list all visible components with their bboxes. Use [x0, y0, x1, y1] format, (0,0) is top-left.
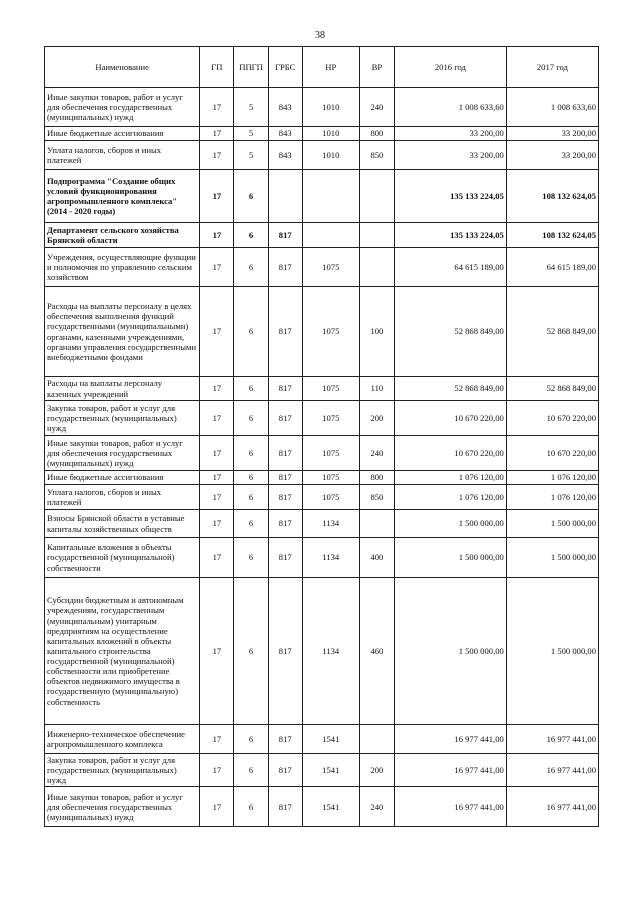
- header-name: Наименование: [45, 47, 200, 88]
- name: Закупка товаров, работ и услуг для государственных (муниципальных) нужд: [45, 754, 200, 787]
- cell-nr: 1134: [302, 578, 359, 725]
- name: Уплата налогов, сборов и иных платежей: [45, 141, 200, 170]
- table-row: [45, 436, 599, 471]
- cell-2017: 33 200,00: [506, 127, 598, 141]
- cell-grbs: 817: [268, 401, 302, 436]
- cell-2016: 16 977 441,00: [394, 725, 506, 754]
- cell-gp: 17: [200, 170, 234, 223]
- table-row: [45, 141, 599, 170]
- cell-2017: 1 076 120,00: [506, 485, 598, 510]
- table-row: [45, 248, 599, 287]
- cell-ppgp: 6: [234, 377, 268, 401]
- cell-gp: 17: [200, 436, 234, 471]
- cell-ppgp: 6: [234, 248, 268, 287]
- cell-2017: 1 076 120,00: [506, 471, 598, 485]
- table-row: [45, 578, 599, 725]
- cell-ppgp: 6: [234, 787, 268, 827]
- cell-gp: 17: [200, 141, 234, 170]
- cell-gp: 17: [200, 538, 234, 578]
- cell-nr: 1075: [302, 485, 359, 510]
- cell-nr: [302, 170, 359, 223]
- cell-vr: 850: [359, 141, 394, 170]
- cell-2016: 1 008 633,60: [394, 88, 506, 127]
- name: Капитальные вложения в объекты государственной (муниципальной) собственности: [45, 538, 200, 578]
- cell-grbs: 817: [268, 248, 302, 287]
- cell-2017: 33 200,00: [506, 141, 598, 170]
- cell-2016: 52 868 849,00: [394, 377, 506, 401]
- cell-gp: 17: [200, 287, 234, 377]
- cell-2016: 33 200,00: [394, 127, 506, 141]
- cell-2016: 33 200,00: [394, 141, 506, 170]
- cell-gp: 17: [200, 127, 234, 141]
- cell-nr: 1075: [302, 436, 359, 471]
- cell-vr: 110: [359, 377, 394, 401]
- cell-2016: 52 868 849,00: [394, 287, 506, 377]
- table-row: [45, 510, 599, 538]
- table-row: [45, 401, 599, 436]
- table-row: [45, 485, 599, 510]
- header-nr: НР: [302, 47, 359, 88]
- cell-nr: 1541: [302, 725, 359, 754]
- cell-grbs: 843: [268, 127, 302, 141]
- cell-2017: 16 977 441,00: [506, 754, 598, 787]
- cell-grbs: 817: [268, 287, 302, 377]
- cell-ppgp: 6: [234, 754, 268, 787]
- cell-grbs: 817: [268, 510, 302, 538]
- header-vr: ВР: [359, 47, 394, 88]
- cell-nr: [302, 223, 359, 248]
- table-row: [45, 88, 599, 127]
- cell-gp: 17: [200, 223, 234, 248]
- cell-grbs: 817: [268, 223, 302, 248]
- cell-grbs: [268, 170, 302, 223]
- cell-grbs: 817: [268, 377, 302, 401]
- cell-grbs: 817: [268, 436, 302, 471]
- cell-2017: 1 008 633,60: [506, 88, 598, 127]
- table-row: [45, 377, 599, 401]
- budget-table: [44, 46, 599, 827]
- name: Иные бюджетные ассигнования: [45, 127, 200, 141]
- name: Субсидии бюджетным и автономным учреждениям, государственным (муниципальным) унитарным предприятиям на осуществление капитальных вложений в объекты капитального строительства государственной (муниципальной) собственности или приобретение объектов недвижимого имущества в государственную (муниципальную) собственность: [45, 578, 200, 725]
- header-2017: 2017 год: [506, 47, 598, 88]
- table-row: [45, 787, 599, 827]
- cell-vr: [359, 223, 394, 248]
- cell-grbs: 817: [268, 787, 302, 827]
- name: Иные закупки товаров, работ и услуг для обеспечения государственных (муниципальных) нужд: [45, 88, 200, 127]
- cell-grbs: 817: [268, 754, 302, 787]
- table-row: [45, 538, 599, 578]
- cell-ppgp: 6: [234, 725, 268, 754]
- table-row: [45, 223, 599, 248]
- header-grbs: ГРБС: [268, 47, 302, 88]
- name: Закупка товаров, работ и услуг для государственных (муниципальных) нужд: [45, 401, 200, 436]
- cell-vr: 850: [359, 485, 394, 510]
- cell-2016: 10 670 220,00: [394, 436, 506, 471]
- cell-2017: 10 670 220,00: [506, 401, 598, 436]
- header-2016: 2016 год: [394, 47, 506, 88]
- cell-vr: 200: [359, 754, 394, 787]
- cell-vr: 240: [359, 787, 394, 827]
- cell-2017: 108 132 624,05: [506, 170, 598, 223]
- cell-2016: 10 670 220,00: [394, 401, 506, 436]
- table-row: [45, 471, 599, 485]
- cell-gp: 17: [200, 578, 234, 725]
- name: Иные закупки товаров, работ и услуг для обеспечения государственных (муниципальных) нужд: [45, 787, 200, 827]
- page-number: 38: [315, 30, 325, 41]
- cell-2016: 16 977 441,00: [394, 787, 506, 827]
- cell-2016: 1 500 000,00: [394, 510, 506, 538]
- cell-2017: 1 500 000,00: [506, 510, 598, 538]
- name: Учреждения, осуществляющие функции и полномочия по управлению сельским хозяйством: [45, 248, 200, 287]
- cell-nr: 1075: [302, 401, 359, 436]
- cell-2016: 1 076 120,00: [394, 485, 506, 510]
- cell-gp: 17: [200, 510, 234, 538]
- table-header-row: [45, 47, 599, 88]
- cell-2016: 1 500 000,00: [394, 538, 506, 578]
- header-gp: ГП: [200, 47, 234, 88]
- cell-grbs: 817: [268, 471, 302, 485]
- cell-2017: 64 615 189,00: [506, 248, 598, 287]
- cell-vr: [359, 725, 394, 754]
- cell-vr: [359, 170, 394, 223]
- cell-ppgp: 5: [234, 141, 268, 170]
- cell-grbs: 817: [268, 725, 302, 754]
- cell-nr: 1075: [302, 377, 359, 401]
- cell-gp: 17: [200, 377, 234, 401]
- table-row: [45, 754, 599, 787]
- cell-2016: 135 133 224,05: [394, 223, 506, 248]
- cell-nr: 1134: [302, 510, 359, 538]
- cell-2017: 1 500 000,00: [506, 578, 598, 725]
- cell-grbs: 843: [268, 88, 302, 127]
- cell-ppgp: 6: [234, 223, 268, 248]
- name: Иные бюджетные ассигнования: [45, 471, 200, 485]
- cell-gp: 17: [200, 471, 234, 485]
- cell-vr: 240: [359, 436, 394, 471]
- cell-grbs: 817: [268, 578, 302, 725]
- cell-ppgp: 6: [234, 485, 268, 510]
- cell-nr: 1075: [302, 248, 359, 287]
- cell-ppgp: 6: [234, 471, 268, 485]
- table-row: [45, 725, 599, 754]
- cell-ppgp: 6: [234, 170, 268, 223]
- cell-gp: 17: [200, 725, 234, 754]
- cell-vr: 100: [359, 287, 394, 377]
- cell-2017: 1 500 000,00: [506, 538, 598, 578]
- cell-2017: 16 977 441,00: [506, 725, 598, 754]
- name: Уплата налогов, сборов и иных платежей: [45, 485, 200, 510]
- cell-2017: 52 868 849,00: [506, 287, 598, 377]
- name: Расходы на выплаты персоналу в целях обеспечения выполнения функций государственными (муниципальными) органами, казенными учреждениями, органами управления государственными внебюджетными фондами: [45, 287, 200, 377]
- name: Подпрограмма "Создание общих условий функционирования агропромышленного комплекса" (2014 - 2020 годы): [45, 170, 200, 223]
- cell-2017: 108 132 624,05: [506, 223, 598, 248]
- cell-ppgp: 6: [234, 436, 268, 471]
- header-ppgp: ППГП: [234, 47, 268, 88]
- cell-vr: 800: [359, 471, 394, 485]
- cell-ppgp: 6: [234, 287, 268, 377]
- cell-ppgp: 6: [234, 578, 268, 725]
- cell-2016: 1 500 000,00: [394, 578, 506, 725]
- cell-ppgp: 6: [234, 538, 268, 578]
- table-row: [45, 287, 599, 377]
- cell-vr: 240: [359, 88, 394, 127]
- cell-nr: 1541: [302, 754, 359, 787]
- cell-gp: 17: [200, 88, 234, 127]
- cell-grbs: 843: [268, 141, 302, 170]
- cell-nr: 1010: [302, 88, 359, 127]
- cell-2016: 135 133 224,05: [394, 170, 506, 223]
- cell-2016: 64 615 189,00: [394, 248, 506, 287]
- cell-gp: 17: [200, 248, 234, 287]
- cell-2016: 1 076 120,00: [394, 471, 506, 485]
- name: Департамент сельского хозяйства Брянской области: [45, 223, 200, 248]
- cell-vr: 460: [359, 578, 394, 725]
- name: Инженерно-техническое обеспечение агропромышленного комплекса: [45, 725, 200, 754]
- cell-nr: 1010: [302, 141, 359, 170]
- cell-grbs: 817: [268, 538, 302, 578]
- cell-2017: 10 670 220,00: [506, 436, 598, 471]
- cell-2016: 16 977 441,00: [394, 754, 506, 787]
- table-row: [45, 170, 599, 223]
- cell-vr: 400: [359, 538, 394, 578]
- cell-nr: 1010: [302, 127, 359, 141]
- name: Расходы на выплаты персоналу казенных учреждений: [45, 377, 200, 401]
- cell-vr: [359, 248, 394, 287]
- cell-ppgp: 5: [234, 88, 268, 127]
- name: Взносы Брянской области в уставные капиталы хозяйственных обществ: [45, 510, 200, 538]
- cell-vr: 800: [359, 127, 394, 141]
- cell-2017: 16 977 441,00: [506, 787, 598, 827]
- cell-ppgp: 5: [234, 127, 268, 141]
- cell-nr: 1134: [302, 538, 359, 578]
- cell-ppgp: 6: [234, 401, 268, 436]
- cell-gp: 17: [200, 485, 234, 510]
- cell-grbs: 817: [268, 485, 302, 510]
- cell-gp: 17: [200, 401, 234, 436]
- cell-2017: 52 868 849,00: [506, 377, 598, 401]
- cell-nr: 1075: [302, 287, 359, 377]
- name: Иные закупки товаров, работ и услуг для обеспечения государственных (муниципальных) нужд: [45, 436, 200, 471]
- cell-gp: 17: [200, 754, 234, 787]
- cell-nr: 1541: [302, 787, 359, 827]
- table-row: [45, 127, 599, 141]
- cell-vr: 200: [359, 401, 394, 436]
- cell-nr: 1075: [302, 471, 359, 485]
- cell-gp: 17: [200, 787, 234, 827]
- cell-ppgp: 6: [234, 510, 268, 538]
- cell-vr: [359, 510, 394, 538]
